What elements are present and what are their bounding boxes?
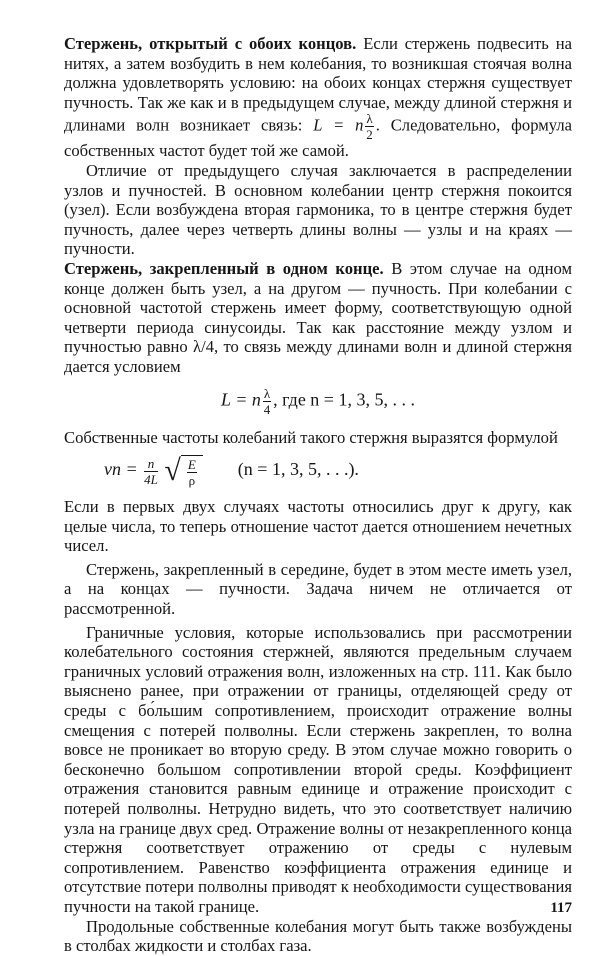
formula2-sqrt-num: E [187, 457, 196, 473]
paragraph-fluid-columns: Продольные собственные колебания могут быть также возбуждены в столбах жидкости и столбах газа. [64, 916, 572, 956]
formula-length-condition [64, 387, 572, 416]
formula-eigenfrequency [104, 455, 572, 487]
heading-fixed-one-end: Стержень, закрепленный в одном конце. [64, 258, 384, 278]
inline-fraction-num: λ [366, 111, 373, 127]
paragraph-boundary-conditions: Граничные условия, которые использовались при рассмотрении колебательного состояния стержней, являются предельным случаем граничных условий отражения волн, изложенных на стр. 111. Как было выяснено ранее, при отражении от границы, отделяющей среду от среды с бо́льшим сопротивлением, происходит отражение волны смещения с потерей полволны. Если стержень закреплен, то волна вовсе не проникает во вторую среду. В этом случае можно говорить о бесконечно большом сопротивлении второй среды. Коэффициент отражения становится равным единице и отражение происходит с потерей полволны. Нетрудно видеть, что это соответствует наличию узла на границе двух сред. Отражение волны от незакрепленного конца стержня соответствует отражению от среды с нулевым сопротивлением. Равенство коэффициента отражения единице и отсутствие потери полволны приводят к необходимости существования пучности на такой границе. [64, 622, 572, 916]
formula1-rest: , где n = 1, 3, 5, . . . [273, 389, 415, 410]
paragraph-fixed-one-end-text: В этом случае на одном конце должен быть узел, а на другом — пучность. При колебании с основной частотой стержень имеет форму, соответствующую одной четверти периода синусоиды. Так как расстояние между узлом и пучностью равно λ/4, то связь между длинами волн и длиной стержня дается условием [64, 258, 572, 376]
inline-fraction-den: 2 [366, 127, 373, 143]
formula1-num: λ [263, 385, 271, 401]
page-body [64, 34, 572, 956]
heading-open-rod: Стержень, открытый с обоих концов. [64, 34, 357, 53]
paragraph-odd-ratio: Если в первых двух случаях частоты относились друг к другу, как целые числа, то теперь отношение частот дается отношением нечетных чисел. [64, 497, 572, 556]
paragraph-fixed-one-end [64, 259, 572, 377]
formula2-lhs: νn = [104, 459, 138, 480]
formula2-fraction [144, 457, 158, 486]
paragraph-node-distribution: Отличие от предыдущего случая заключается в распределении узлов и пучностей. В основном колебании центр стержня покоится (узел). Если возбуждена вторая гармоника, то в центре стержня будет пучность, далее через четверть длины волны — узлы и на краях — пучности. [64, 160, 572, 259]
paragraph-eigenfrequencies: Собственные частоты колебаний такого стержня выразятся формулой [64, 427, 558, 447]
paragraph-fixed-middle: Стержень, закрепленный в середине, будет в этом месте иметь узел, а на концах — пучности. Задача ничем не отличается от рассмотренной. [64, 559, 572, 619]
formula1-den: 4 [263, 401, 271, 417]
formula2-radicand [181, 455, 203, 487]
paragraph-open-rod-text-a: Если стержень подвесить на нитях, а затем возбудить в нем колебания, то возникшая стоячая волна должна удовлетворять условию: на обоих концах стержня существует пучность. Так же как и в предыдущем случае, между длиной стержня и длинами волн возникает связь: [64, 34, 572, 135]
inline-formula-lhs: L = n [313, 115, 364, 135]
formula2-sqrt-fraction [187, 458, 197, 487]
sqrt-icon: √ [164, 454, 181, 488]
paragraph-open-rod [64, 34, 572, 161]
formula2-sqrt-den: ρ [188, 473, 196, 489]
inline-fraction [365, 112, 373, 141]
formula2-den: 4L [144, 471, 158, 487]
formula2-num: n [144, 457, 158, 472]
paragraph-open-rod-text-b: . Следовательно, формула собственных частот будет той же самой. [64, 115, 572, 161]
formula1-lhs: L = n [221, 389, 261, 410]
formula2-rest: (n = 1, 3, 5, . . .). [237, 459, 359, 480]
page-number: 117 [550, 900, 572, 916]
formula1-fraction [263, 387, 271, 416]
